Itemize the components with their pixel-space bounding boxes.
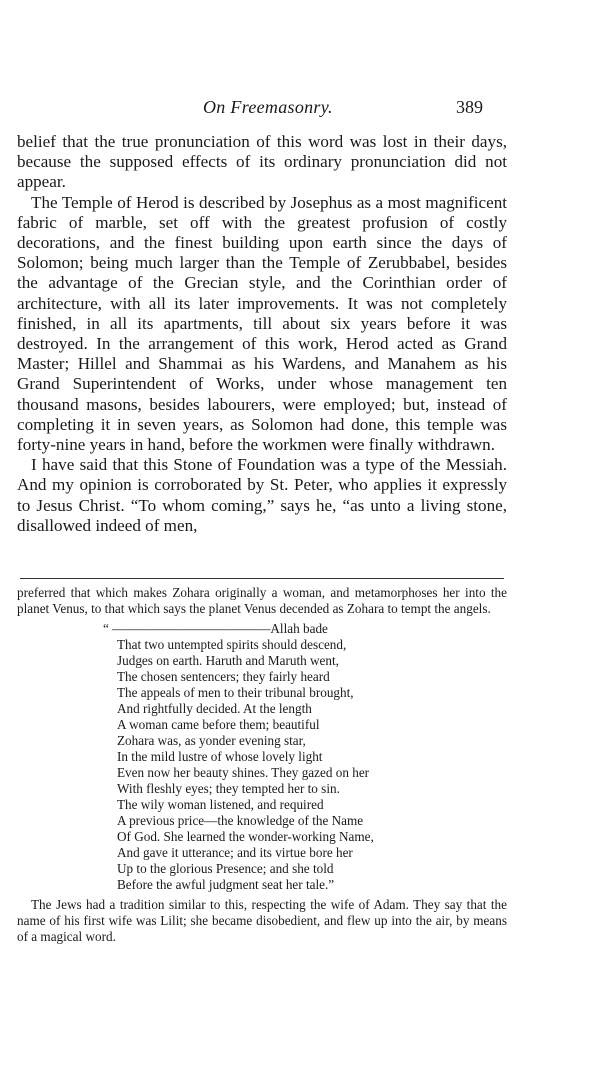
footnote-closing: The Jews had a tradition similar to this, respecting the wife of Adam. They say that the name of his first wife was Lilit; she became disobedient, and flew up into the air, by means of a magical word. [17,897,507,944]
page-number: 389 [456,97,483,117]
poem-line: The wily woman listened, and required [117,797,324,812]
footnote [17,585,507,945]
poem-line: That two untempted spirits should descend, [117,637,347,652]
poem-line: And rightfully decided. At the length [117,701,312,716]
footnote-intro: preferred that which makes Zohara originally a woman, and metamorphoses her into the planet Venus, to that which says the planet Venus decended as Zohara to tempt the angels. [17,585,507,616]
poem-line: With fleshly eyes; they tempted her to sin. [117,781,340,796]
poem-line: Zohara was, as yonder evening star, [117,733,306,748]
paragraph: belief that the true pronunciation of this word was lost in their days, because the supposed effects of its ordinary pronunciation did not appear. [17,132,507,192]
poem-line: And gave it utterance; and its virtue bore her [117,845,353,860]
page-header [0,97,609,125]
footnote-poem [103,621,507,893]
paragraph: I have said that this Stone of Foundation was a type of the Messiah. And my opinion is corroborated by St. Peter, who applies it expressly to Jesus Christ. “To whom coming,” says he, “as unto a living stone, disallowed indeed of men, [17,455,507,535]
poem-line: Of God. She learned the wonder-working Name, [117,829,374,844]
poem-line: The chosen sentencers; they fairly heard [117,669,330,684]
poem-line: Even now her beauty shines. They gazed on her [117,765,370,780]
paragraph: The Temple of Herod is described by Josephus as a most magnificent fabric of marble, set off with the greatest profusion of costly decorations, and the finest building upon earth since the days of Solomon; being much larger than the Temple of Zerubbabel, besides the advantage of the Grecian style, and the Corinthian order of architecture, with all its later improvements. It was not completely finished, in all its apartments, till about six years before it was destroyed. In the arrangement of this work, Herod acted as Grand Master; Hillel and Shammai as his Wardens, and Manahem as his Grand Superintendent of Works, under whose management ten thousand masons, besides labourers, were employed; but, instead of completing it in seven years, as Solomon had done, this temple was forty-nine years in hand, before the workmen were finally withdrawn. [17,192,507,455]
poem-line: A previous price—the knowledge of the Name [117,813,364,828]
main-text [17,132,507,536]
poem-line: Judges on earth. Haruth and Maruth went, [117,653,339,668]
footnote-divider [20,578,504,579]
poem-line: “ ————————————Allah bade [103,621,328,636]
running-title: On Freemasonry. [203,97,333,117]
poem-line: The appeals of men to their tribunal brought, [117,685,354,700]
poem-line: In the mild lustre of whose lovely light [117,749,323,764]
poem-line: Before the awful judgment seat her tale.” [117,877,335,892]
poem-line: A woman came before them; beautiful [117,717,320,732]
poem-line: Up to the glorious Presence; and she told [117,861,334,876]
